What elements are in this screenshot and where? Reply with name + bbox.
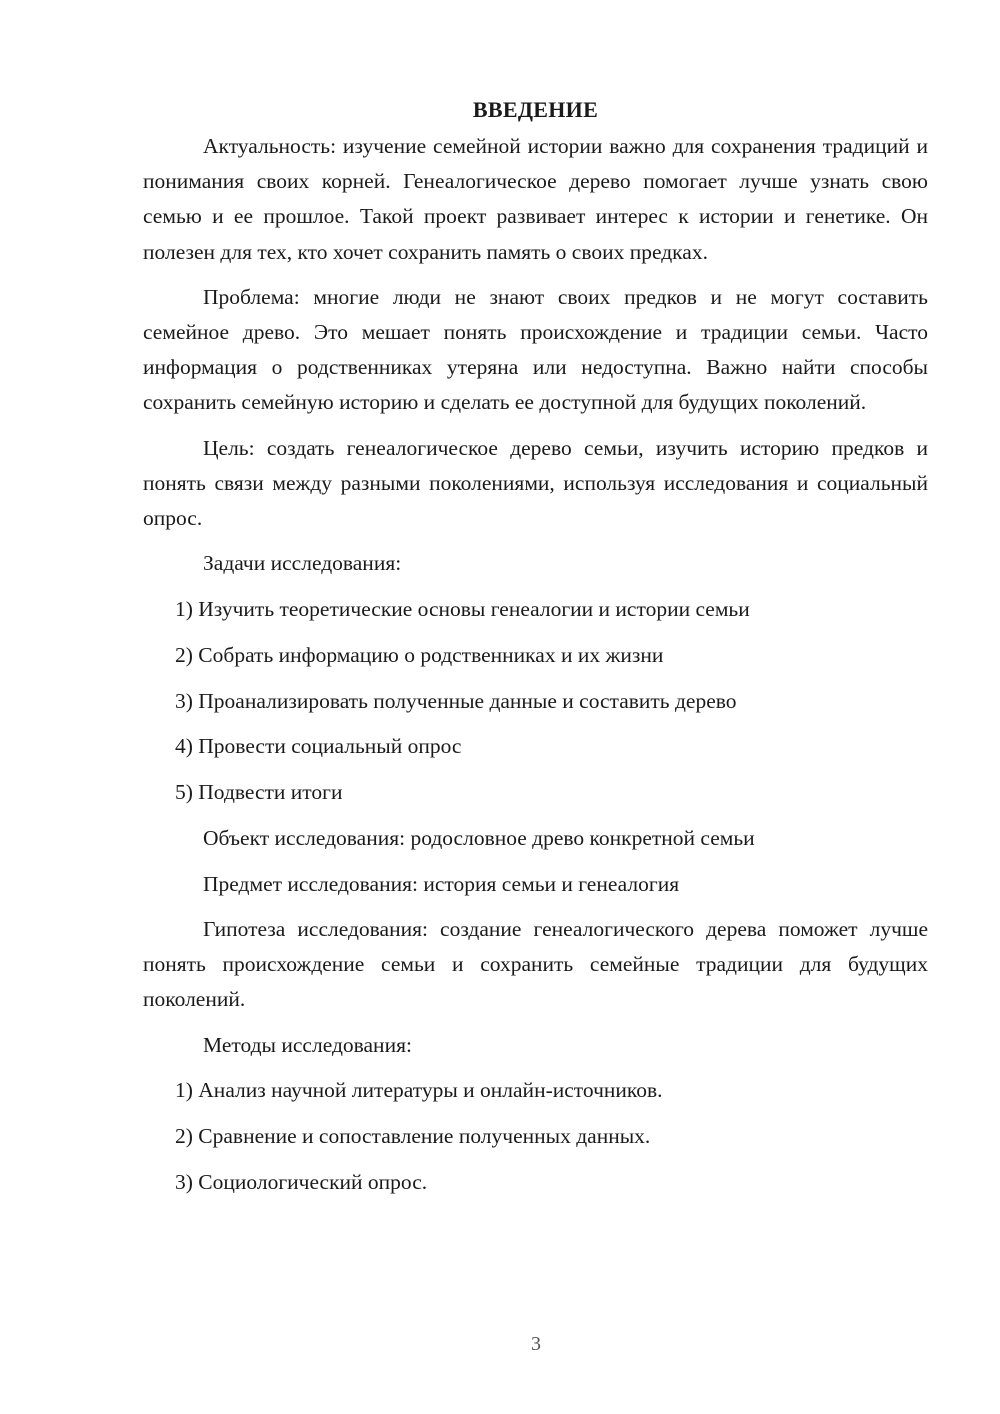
method-item: 3) Социологический опрос.: [175, 1170, 428, 1195]
task-item: 1) Изучить теоретические основы генеалогии и истории семьи: [175, 597, 750, 622]
section-title: ВВЕДЕНИЕ: [472, 97, 599, 122]
methods-heading: Методы исследования:: [203, 1032, 412, 1057]
method-item: 2) Сравнение и сопоставление полученных данных.: [175, 1124, 651, 1149]
hypothesis-paragraph: Гипотеза исследования: создание генеалогического дерева поможет лучше понять происхождение семьи и сохранить семейные традиции для будущих поколений.: [143, 917, 928, 1012]
problem-paragraph: Проблема: многие люди не знают своих предков и не могут составить семейное древо. Это мешает понять происхождение и традиции семьи. Часто информация о родственниках утеряна или недоступна. Важно найти способы сохранить семейную историю и сделать ее доступной для будущих поколений.: [143, 284, 928, 415]
task-item: 4) Провести социальный опрос: [175, 734, 462, 759]
object-line: Объект исследования: родословное древо конкретной семьи: [203, 826, 755, 851]
tasks-heading: Задачи исследования:: [203, 551, 402, 576]
task-item: 2) Собрать информацию о родственниках и их жизни: [175, 642, 664, 667]
relevance-paragraph: Актуальность: изучение семейной истории важно для сохранения традиций и понимания своих корней. Генеалогическое дерево помогает лучше узнать свою семью и ее прошлое. Такой проект развивает интерес к истории и генетике. Он полезен для тех, кто хочет сохранить память о своих предках.: [143, 134, 928, 264]
page-number: 3: [531, 1333, 541, 1355]
task-item: 5) Подвести итоги: [175, 780, 343, 805]
task-item: 3) Проанализировать полученные данные и составить дерево: [175, 688, 737, 713]
goal-paragraph: Цель: создать генеалогическое дерево семьи, изучить историю предков и понять связи между разными поколениями, используя исследования и социальный опрос.: [143, 435, 928, 531]
document-page: [143, 92, 928, 1200]
method-item: 1) Анализ научной литературы и онлайн-источников.: [175, 1078, 663, 1103]
subject-line: Предмет исследования: история семьи и генеалогия: [203, 871, 680, 896]
